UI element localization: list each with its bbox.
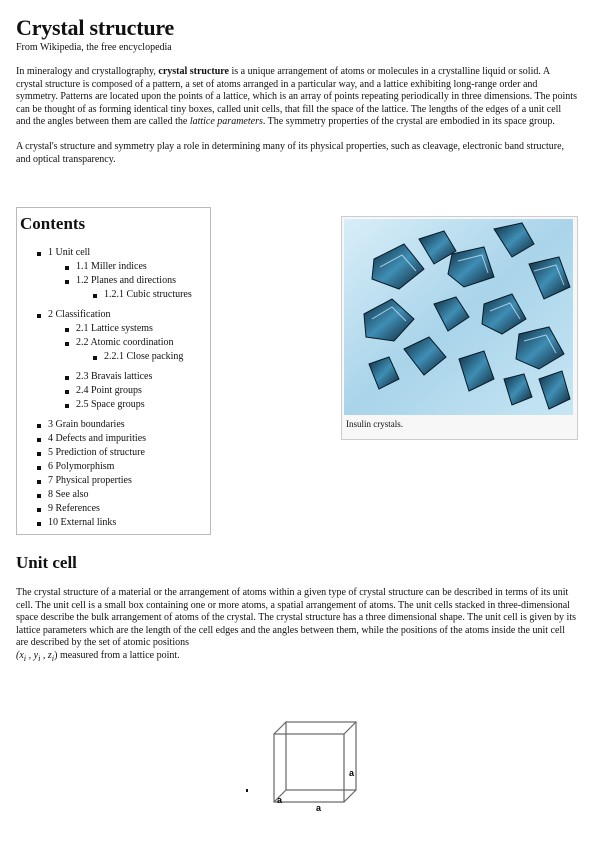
toc-item[interactable]: [67, 398, 145, 412]
figure-caption: Insulin crystals.: [346, 419, 403, 429]
toc-item[interactable]: [95, 350, 183, 364]
toc-item[interactable]: [95, 288, 192, 302]
toc-bullet: [65, 342, 69, 346]
lattice-parameters-link[interactable]: lattice parameters: [189, 116, 263, 128]
toc-item[interactable]: [39, 460, 114, 474]
toc-bullet: [65, 266, 69, 270]
toc-item[interactable]: [39, 308, 111, 322]
toc-item-label[interactable]: 3 Grain boundaries: [48, 419, 125, 430]
diagram-label-depth: a: [277, 795, 283, 805]
toc-item[interactable]: [39, 488, 89, 502]
toc-item[interactable]: [67, 384, 142, 398]
intro-paragraph-1: [16, 66, 578, 129]
toc-bullet: [65, 328, 69, 332]
page-title: Crystal structure: [16, 15, 175, 40]
unit-cell-diagram: [246, 712, 376, 812]
page-subtitle: From Wikipedia, the free encyclopedia: [16, 42, 172, 53]
toc-item-label[interactable]: 1.1 Miller indices: [76, 261, 147, 272]
diagram-dot: [246, 789, 248, 792]
toc-item-label[interactable]: 2 Classification: [48, 309, 111, 320]
toc-bullet: [93, 356, 97, 360]
diagram-label-bottom: a: [316, 803, 322, 812]
insulin-crystals-image: [344, 219, 573, 415]
toc-item[interactable]: [67, 260, 147, 274]
toc-item-label[interactable]: 2.1 Lattice systems: [76, 323, 153, 334]
table-of-contents: [16, 207, 211, 535]
toc-item-label[interactable]: 1.2.1 Cubic structures: [104, 289, 192, 300]
toc-item[interactable]: [39, 516, 116, 530]
toc-item[interactable]: [67, 322, 153, 336]
toc-item-label[interactable]: 2.5 Space groups: [76, 399, 145, 410]
toc-bullet: [65, 404, 69, 408]
toc-bullet: [93, 294, 97, 298]
unit-cell-paragraph: [16, 587, 578, 666]
toc-item-label[interactable]: 2.2.1 Close packing: [104, 351, 184, 362]
insulin-crystals-figure: [341, 216, 578, 440]
toc-item-label[interactable]: 2.3 Bravais lattices: [76, 371, 153, 382]
toc-bullet: [37, 314, 41, 318]
article: [16, 15, 578, 812]
toc-item-label[interactable]: 10 External links: [48, 517, 117, 528]
toc-bullet: [37, 494, 41, 498]
toc-item[interactable]: [39, 474, 132, 488]
toc-item[interactable]: [67, 370, 152, 384]
toc-bullet: [65, 390, 69, 394]
toc-item-label[interactable]: 5 Prediction of structure: [48, 447, 145, 458]
contents-title: Contents: [20, 214, 86, 233]
toc-item[interactable]: [39, 418, 125, 432]
intro-text-c: . The symmetry properties of the crystal are embodied in its space group.: [262, 116, 555, 128]
toc-item[interactable]: [39, 246, 90, 260]
toc-item-label[interactable]: 2.2 Atomic coordination: [76, 337, 174, 348]
toc-bullet: [65, 376, 69, 380]
toc-bullet: [37, 452, 41, 456]
atomic-positions-formula: ($x_i$ , $y_i$ , $z_i$: [16, 649, 55, 663]
positions-tail: ) measured from a lattice point.: [54, 649, 180, 661]
intro-text-a: In mineralogy and crystallography,: [16, 66, 159, 77]
intro-bold-term: crystal structure: [158, 66, 229, 77]
toc-bullet: [65, 280, 69, 284]
section-heading-unit-cell: Unit cell: [16, 553, 77, 572]
toc-item-label[interactable]: 1.2 Planes and directions: [76, 275, 176, 286]
toc-bullet: [37, 508, 41, 512]
toc-item[interactable]: [39, 432, 146, 446]
toc-bullet: [37, 252, 41, 256]
toc-bullet: [37, 522, 41, 526]
toc-item[interactable]: [67, 336, 174, 350]
toc-item-label[interactable]: 1 Unit cell: [48, 247, 91, 258]
toc-item-label[interactable]: 7 Physical properties: [48, 475, 132, 486]
toc-item-label[interactable]: 2.4 Point groups: [76, 385, 142, 396]
toc-item-label[interactable]: 6 Polymorphism: [48, 461, 115, 472]
toc-bullet: [37, 424, 41, 428]
toc-bullet: [37, 438, 41, 442]
unit-cell-text: The crystal structure of a material or the arrangement of atoms within a given type of crystal structure can be described in terms of its unit cell. The unit cell is a small box containing one or more atoms, a spatial arrangement of atoms. The unit cells stacked in three-dimensional space describe the bulk arrangement of atoms of the crystal. The crystal structure has a three dimensional shape. The unit cell is given by its lattice parameters which are the length of the cell edges and the angles between them, while the positions of the atoms inside the unit cell are described by the set of atomic positions: [16, 587, 577, 649]
toc-item-label[interactable]: 9 References: [48, 503, 100, 514]
positions-prefix: (x: [16, 649, 24, 661]
intro-paragraph-2: A crystal's structure and symmetry play a role in determining many of its physical properties, such as cleavage, electronic band structure, and optical transparency.: [16, 140, 565, 165]
toc-item[interactable]: [67, 274, 176, 288]
toc-bullet: [37, 466, 41, 470]
toc-item[interactable]: [39, 502, 100, 516]
toc-item-label[interactable]: 8 See also: [48, 489, 89, 500]
diagram-label-side: a: [349, 768, 355, 778]
toc-item[interactable]: [39, 446, 145, 460]
intro-text-b: is a unique arrangement of atoms or molecules in a crystalline liquid or solid. A crystal structure is composed of a pattern, a set of atoms arranged in a particular way, and a lattice exhibiting long-range order and symmetry. Patterns are located upon the points of a lattice, which is an array of points repeating periodically in three dimensions. The points can be thought of as forming identical tiny boxes, called unit cells, that fill the space of the lattice. The lengths of the edges of a unit cell and the angles between them are called the: [16, 66, 577, 128]
toc-item-label[interactable]: 4 Defects and impurities: [48, 433, 147, 444]
toc-bullet: [37, 480, 41, 484]
